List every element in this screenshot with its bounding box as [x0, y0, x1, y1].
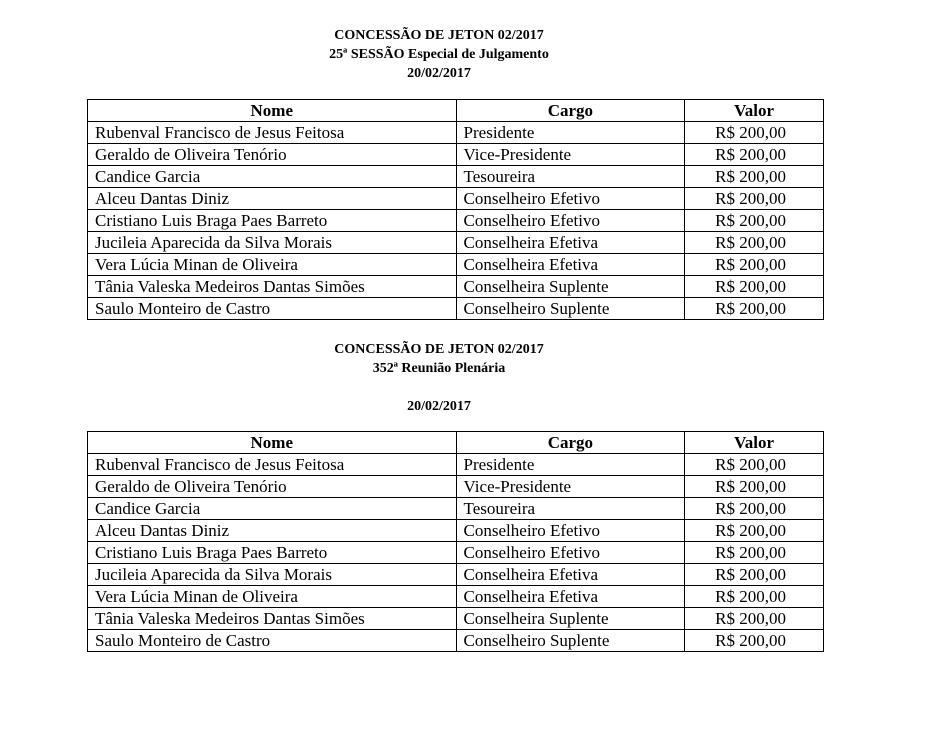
cell-cargo: Conselheiro Efetivo	[456, 520, 685, 542]
cell-nome: Tânia Valeska Medeiros Dantas Simões	[88, 276, 457, 298]
cell-valor: R$ 200,00	[685, 298, 824, 320]
cell-cargo: Conselheira Efetiva	[456, 586, 685, 608]
cell-valor: R$ 200,00	[685, 276, 824, 298]
table-row	[88, 564, 824, 586]
cell-valor: R$ 200,00	[685, 630, 824, 652]
cell-cargo: Vice-Presidente	[456, 144, 685, 166]
section-subtitle: 352ª Reunião Plenária	[372, 361, 506, 376]
cell-nome: Rubenval Francisco de Jesus Feitosa	[88, 122, 457, 144]
column-header-valor: Valor	[685, 432, 824, 454]
cell-cargo: Tesoureira	[456, 498, 685, 520]
cell-cargo: Conselheira Efetiva	[456, 564, 685, 586]
cell-valor: R$ 200,00	[685, 586, 824, 608]
table-row	[88, 298, 824, 320]
cell-valor: R$ 200,00	[685, 254, 824, 276]
cell-nome: Rubenval Francisco de Jesus Feitosa	[88, 454, 457, 476]
cell-nome: Alceu Dantas Diniz	[88, 520, 457, 542]
cell-valor: R$ 200,00	[685, 232, 824, 254]
table-row	[88, 144, 824, 166]
cell-cargo: Presidente	[456, 122, 685, 144]
cell-cargo: Tesoureira	[456, 166, 685, 188]
cell-nome: Vera Lúcia Minan de Oliveira	[88, 586, 457, 608]
cell-valor: R$ 200,00	[685, 520, 824, 542]
cell-nome: Saulo Monteiro de Castro	[88, 298, 457, 320]
section-date: 20/02/2017	[407, 399, 471, 414]
table-row	[88, 188, 824, 210]
cell-nome: Jucileia Aparecida da Silva Morais	[88, 564, 457, 586]
cell-valor: R$ 200,00	[685, 144, 824, 166]
jeton-table	[87, 99, 824, 320]
table-row	[88, 122, 824, 144]
table-row	[88, 254, 824, 276]
cell-valor: R$ 200,00	[685, 564, 824, 586]
table-row	[88, 210, 824, 232]
table-row	[88, 608, 824, 630]
cell-nome: Candice Garcia	[88, 498, 457, 520]
table-row	[88, 498, 824, 520]
column-header-cargo: Cargo	[456, 432, 685, 454]
cell-nome: Tânia Valeska Medeiros Dantas Simões	[88, 608, 457, 630]
table-row	[88, 276, 824, 298]
section-title: CONCESSÃO DE JETON 02/2017	[334, 342, 544, 357]
cell-nome: Candice Garcia	[88, 166, 457, 188]
section-date: 20/02/2017	[407, 66, 471, 81]
cell-valor: R$ 200,00	[685, 210, 824, 232]
cell-valor: R$ 200,00	[685, 476, 824, 498]
cell-cargo: Vice-Presidente	[456, 476, 685, 498]
cell-cargo: Conselheiro Suplente	[456, 298, 685, 320]
table-header-row	[88, 100, 824, 122]
cell-cargo: Presidente	[456, 454, 685, 476]
table-row	[88, 454, 824, 476]
section-subtitle: 25ª SESSÃO Especial de Julgamento	[329, 47, 549, 62]
cell-valor: R$ 200,00	[685, 188, 824, 210]
cell-cargo: Conselheiro Efetivo	[456, 542, 685, 564]
jeton-table	[87, 431, 824, 652]
table-row	[88, 542, 824, 564]
table-row	[88, 166, 824, 188]
column-header-valor: Valor	[685, 100, 824, 122]
cell-valor: R$ 200,00	[685, 454, 824, 476]
cell-cargo: Conselheira Suplente	[456, 276, 685, 298]
cell-cargo: Conselheira Efetiva	[456, 232, 685, 254]
table-header-row	[88, 432, 824, 454]
cell-cargo: Conselheiro Efetivo	[456, 210, 685, 232]
cell-nome: Vera Lúcia Minan de Oliveira	[88, 254, 457, 276]
cell-cargo: Conselheiro Efetivo	[456, 188, 685, 210]
section-title: CONCESSÃO DE JETON 02/2017	[334, 28, 544, 43]
table-row	[88, 232, 824, 254]
cell-cargo: Conselheira Suplente	[456, 608, 685, 630]
cell-cargo: Conselheiro Suplente	[456, 630, 685, 652]
cell-valor: R$ 200,00	[685, 166, 824, 188]
section-heading	[0, 340, 908, 416]
cell-nome: Geraldo de Oliveira Tenório	[88, 476, 457, 498]
column-header-cargo: Cargo	[456, 100, 685, 122]
table-row	[88, 630, 824, 652]
cell-nome: Alceu Dantas Diniz	[88, 188, 457, 210]
table-row	[88, 476, 824, 498]
cell-valor: R$ 200,00	[685, 122, 824, 144]
table-row	[88, 586, 824, 608]
cell-nome: Cristiano Luis Braga Paes Barreto	[88, 542, 457, 564]
cell-nome: Cristiano Luis Braga Paes Barreto	[88, 210, 457, 232]
column-header-nome: Nome	[88, 100, 457, 122]
cell-cargo: Conselheira Efetiva	[456, 254, 685, 276]
section-heading	[0, 26, 908, 83]
cell-valor: R$ 200,00	[685, 608, 824, 630]
column-header-nome: Nome	[88, 432, 457, 454]
cell-nome: Jucileia Aparecida da Silva Morais	[88, 232, 457, 254]
cell-nome: Saulo Monteiro de Castro	[88, 630, 457, 652]
cell-nome: Geraldo de Oliveira Tenório	[88, 144, 457, 166]
cell-valor: R$ 200,00	[685, 542, 824, 564]
table-row	[88, 520, 824, 542]
cell-valor: R$ 200,00	[685, 498, 824, 520]
